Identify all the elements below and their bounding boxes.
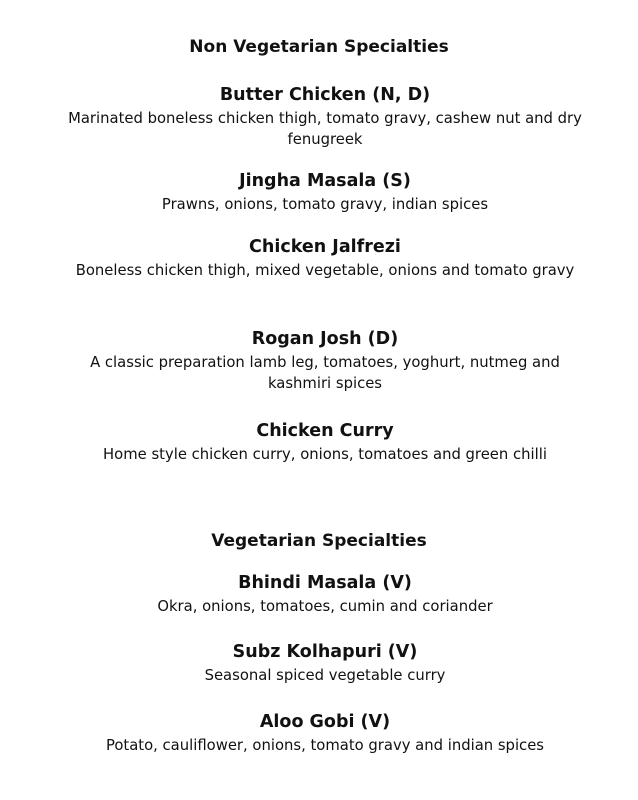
menu-item-butter-chicken	[60, 84, 590, 150]
section-title-vegetarian: Vegetarian Specialties	[211, 531, 427, 551]
menu-item-name: Chicken Jalfrezi	[249, 237, 401, 257]
menu-item-description: Home style chicken curry, onions, tomatoes and green chilli	[103, 446, 547, 463]
menu-item-name: Rogan Josh (D)	[251, 329, 399, 349]
menu-item-name: Chicken Curry	[256, 421, 394, 441]
menu-item-description: A classic preparation lamb leg, tomatoes, yoghurt, nutmeg and kashmiri spices	[90, 354, 560, 392]
menu-item-rogan-josh	[60, 328, 590, 394]
menu-item-subz-kolhapuri	[60, 641, 590, 686]
menu-item-bhindi-masala	[60, 572, 590, 617]
menu-item-description: Prawns, onions, tomato gravy, indian spices	[161, 196, 489, 213]
menu-item-chicken-curry	[60, 420, 590, 465]
menu-item-name: Jingha Masala (S)	[239, 171, 411, 191]
menu-item-description: Seasonal spiced vegetable curry	[204, 667, 446, 684]
menu-item-name: Butter Chicken (N, D)	[219, 85, 431, 105]
menu-item-jingha-masala	[60, 170, 590, 215]
section-title-non-vegetarian: Non Vegetarian Specialties	[189, 37, 449, 57]
menu-item-name: Subz Kolhapuri (V)	[232, 642, 418, 662]
menu-item-description: Okra, onions, tomatoes, cumin and coriander	[157, 598, 493, 615]
menu-item-aloo-gobi	[60, 711, 590, 756]
menu-item-name: Aloo Gobi (V)	[259, 712, 391, 732]
menu-item-chicken-jalfrezi	[60, 236, 590, 281]
menu-item-name: Bhindi Masala (V)	[238, 573, 412, 593]
menu-item-description: Potato, cauliflower, onions, tomato gravy and indian spices	[105, 737, 545, 754]
menu-item-description: Boneless chicken thigh, mixed vegetable, onions and tomato gravy	[75, 262, 575, 279]
menu-item-description: Marinated boneless chicken thigh, tomato gravy, cashew nut and dry fenugreek	[68, 110, 582, 148]
